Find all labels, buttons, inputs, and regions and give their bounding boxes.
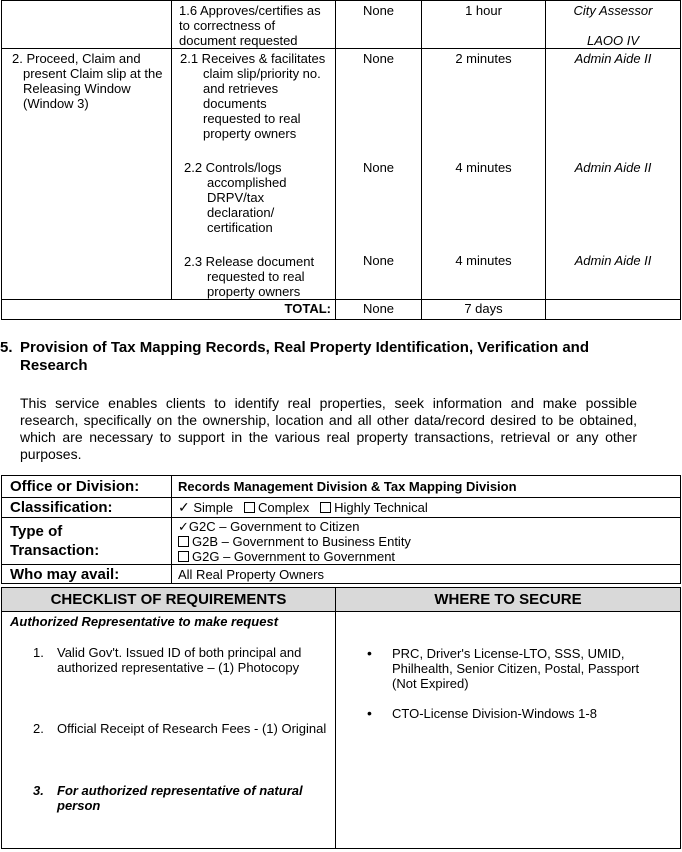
sources-cell xyxy=(336,612,681,849)
bullet-icon: • xyxy=(367,645,372,661)
checkmark-icon: ✓ xyxy=(178,519,189,534)
service-info-table xyxy=(1,475,681,584)
type-value xyxy=(172,518,681,565)
table-row xyxy=(2,476,681,498)
classification-option-technical: Highly Technical xyxy=(334,500,428,515)
agency-action-text: 2.3 Release document requested to real property owners xyxy=(184,254,315,299)
agency-action-text: 2.2 Controls/logs accomplished DRPV/tax declaration/ certification xyxy=(184,160,287,235)
table-row xyxy=(2,1,681,49)
type-label: Type of Transaction: xyxy=(2,518,172,565)
steps-table xyxy=(1,0,681,320)
time-value: 2 minutes xyxy=(455,51,512,66)
person-cell xyxy=(546,1,681,49)
section-number: 5. xyxy=(0,339,13,356)
checklist-table xyxy=(1,587,681,849)
table-row xyxy=(2,518,681,565)
classification-option-simple: Simple xyxy=(193,500,234,515)
total-label: TOTAL: xyxy=(2,300,336,320)
client-step-text: 2. Proceed, Claim and present Claim slip at the Releasing Window (Window 3) xyxy=(12,51,163,111)
person-value: Admin Aide II xyxy=(574,160,652,175)
checkmark-icon: ✓ xyxy=(178,499,190,515)
office-value: Records Management Division & Tax Mapping Division xyxy=(172,476,681,498)
checkbox-icon xyxy=(244,502,255,513)
time-value: 4 minutes xyxy=(455,160,512,175)
checkbox-icon xyxy=(178,551,189,562)
checkbox-icon xyxy=(178,536,189,547)
checkbox-icon xyxy=(320,502,331,513)
person-value: Admin Aide II xyxy=(574,51,652,66)
client-step-cell xyxy=(2,1,172,49)
list-item: • PRC, Driver's License-LTO, SSS, UMID, Philhealth, Senior Citizen, Postal, Passport (Not Expired) xyxy=(367,645,640,691)
where-to-secure-header: WHERE TO SECURE xyxy=(336,588,681,612)
table-row xyxy=(2,612,681,849)
table-row xyxy=(2,565,681,584)
list-item: 3. For authorized representative of natural person xyxy=(33,783,303,813)
fees-cell: None xyxy=(336,1,422,49)
table-row xyxy=(2,498,681,518)
total-person xyxy=(546,300,681,320)
list-item: • CTO-License Division-Windows 1-8 xyxy=(367,705,597,721)
bullet-icon: • xyxy=(367,705,372,721)
classification-value xyxy=(172,498,681,518)
type-option-g2g: G2G – Government to Government xyxy=(192,549,396,564)
fee-value: None xyxy=(362,51,395,66)
fees-cell xyxy=(336,49,422,300)
who-label: Who may avail: xyxy=(2,565,172,584)
checklist-header: CHECKLIST OF REQUIREMENTS xyxy=(2,588,336,612)
type-option-g2b: G2B – Government to Business Entity xyxy=(192,534,411,549)
person-cell xyxy=(546,49,681,300)
agency-action-cell xyxy=(172,49,336,300)
table-row xyxy=(2,49,681,300)
client-step-cell xyxy=(2,49,172,300)
list-item: 1. Valid Gov't. Issued ID of both principal and authorized representative – (1) Photocopy xyxy=(33,645,302,675)
office-label: Office or Division: xyxy=(2,476,172,498)
section-title: Provision of Tax Mapping Records, Real Property Identification, Verification and Research xyxy=(20,339,589,374)
person-value: Admin Aide II xyxy=(574,253,652,268)
type-option-g2c: G2C – Government to Citizen xyxy=(188,519,360,534)
requirements-subheading: Authorized Representative to make request xyxy=(10,614,279,629)
table-header-row xyxy=(2,588,681,612)
time-cell xyxy=(422,49,546,300)
person-line-1: City Assessor xyxy=(573,3,653,18)
requirements-cell xyxy=(2,612,336,849)
time-value: 4 minutes xyxy=(455,253,512,268)
time-cell: 1 hour xyxy=(422,1,546,49)
who-value: All Real Property Owners xyxy=(172,565,681,584)
total-fees: None xyxy=(336,300,422,320)
agency-action-text: 2.1 Receives & facilitates claim slip/priority no. and retrieves documents requested to real property owners xyxy=(180,51,326,141)
total-row xyxy=(2,300,681,320)
fee-value: None xyxy=(362,160,395,175)
section-description: This service enables clients to identify real properties, seek information and make possible research, specifically on the ownership, location and all other data/record desired to be obtained, which are necessary to support in the various real property transactions, retrieval or any other purposes. xyxy=(20,395,637,462)
classification-option-complex: Complex xyxy=(257,500,310,515)
agency-action-cell xyxy=(172,1,336,49)
agency-action-text: 1.6 Approves/certifies as to correctness of document requested xyxy=(179,3,321,48)
total-time: 7 days xyxy=(422,300,546,320)
list-item: 2. Official Receipt of Research Fees - (1) Original xyxy=(33,721,327,736)
fee-value: None xyxy=(362,253,395,268)
person-line-2: LAOO IV xyxy=(586,33,640,48)
classification-label: Classification: xyxy=(2,498,172,518)
